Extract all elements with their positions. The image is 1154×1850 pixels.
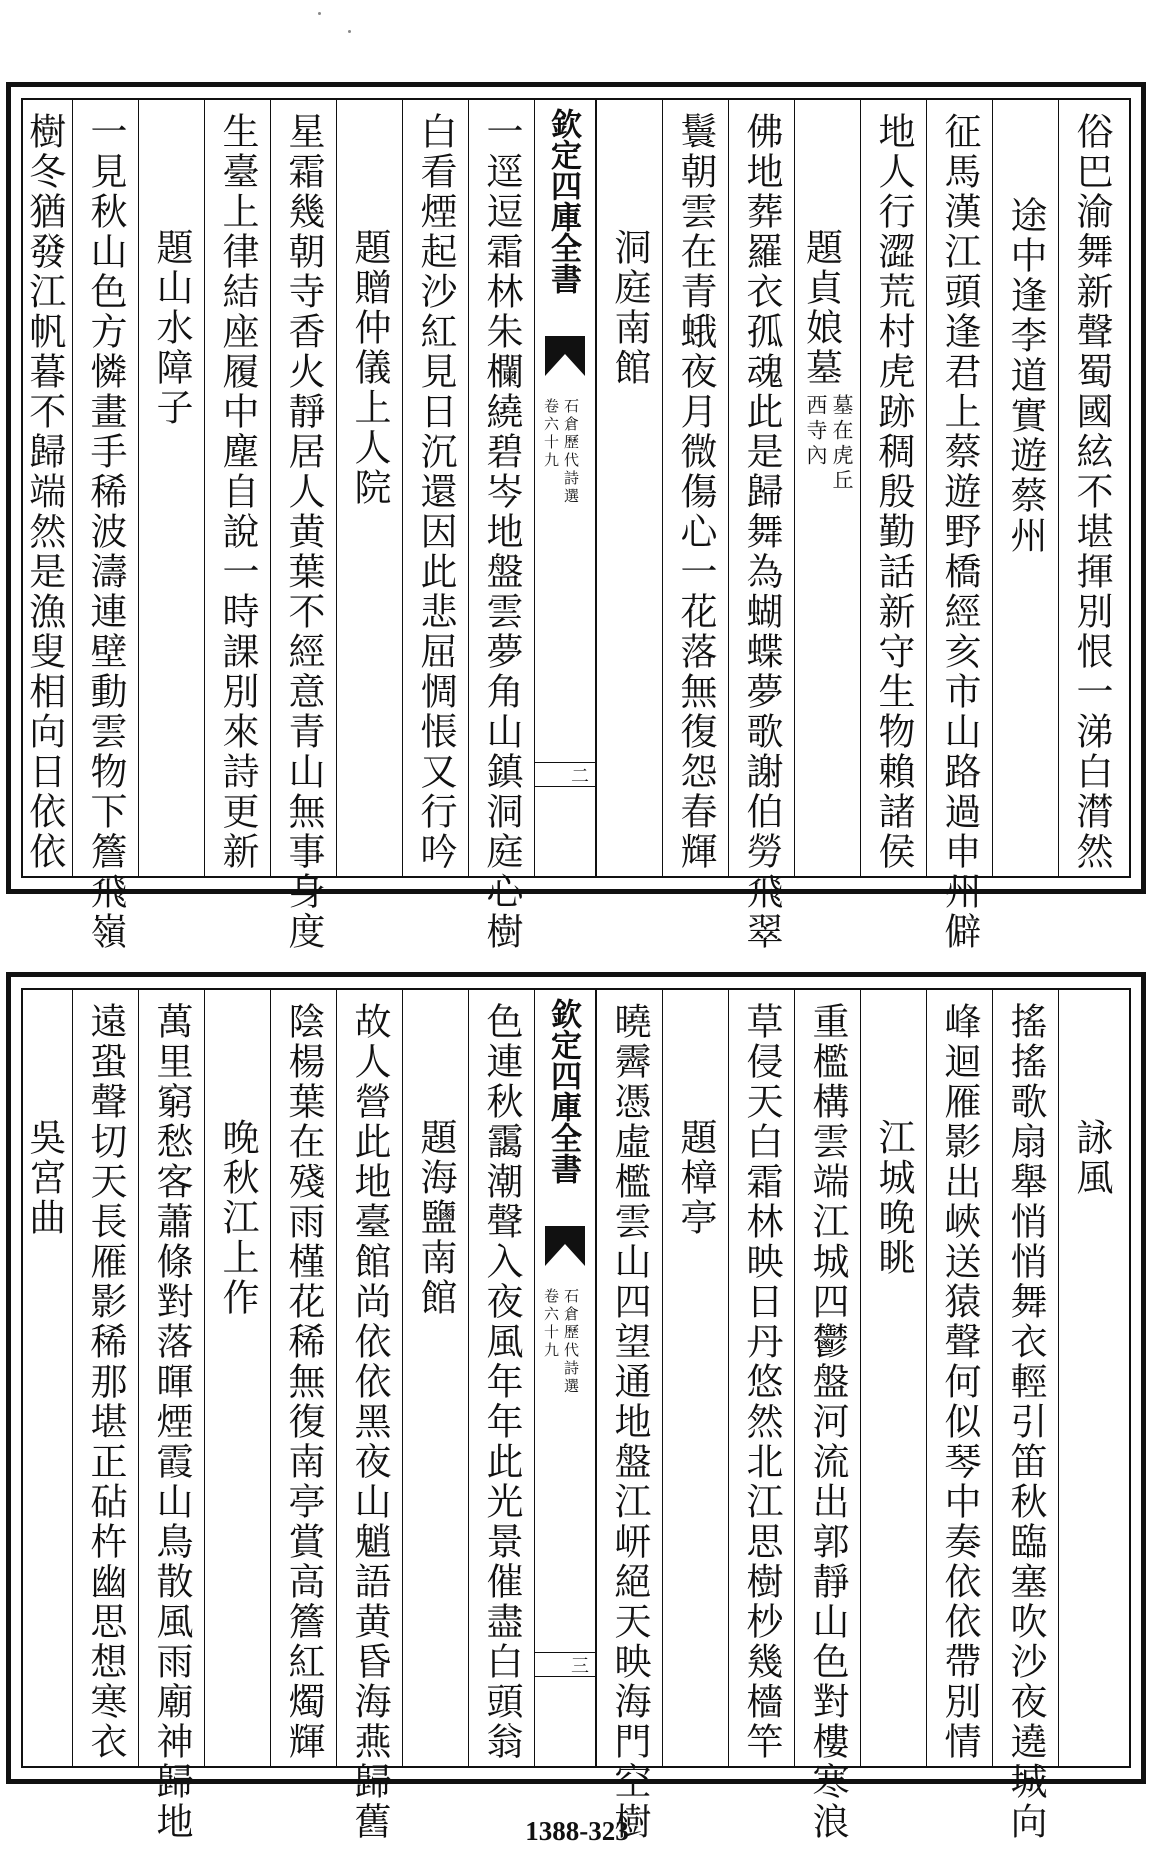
poem-title: 吳宮曲 bbox=[22, 1118, 66, 1238]
text-column bbox=[596, 990, 662, 1842]
text-column bbox=[662, 100, 728, 876]
text-column bbox=[468, 990, 534, 1766]
text-column bbox=[662, 990, 728, 1766]
text-column bbox=[204, 990, 270, 1766]
column-text: 萬里窮愁客蕭條對落暉煙霞山鳥散風雨廟神歸地 bbox=[150, 1002, 193, 1842]
text-column bbox=[926, 990, 992, 1766]
poem-title: 洞庭南館 bbox=[608, 228, 651, 388]
text-column bbox=[794, 100, 860, 876]
text-column bbox=[728, 990, 794, 1766]
fold-rule bbox=[535, 1652, 595, 1653]
text-column bbox=[402, 100, 468, 876]
poem-title: 題贈仲儀上人院 bbox=[348, 228, 391, 508]
text-column bbox=[138, 100, 204, 876]
center-fold bbox=[534, 100, 596, 876]
column-text: 一見秋山色方憐畫手稀波濤連壁動雲物下簷飛嶺 bbox=[84, 112, 127, 952]
page-number: 三 bbox=[568, 1656, 589, 1674]
column-text: 鬟朝雲在青蛾夜月微傷心一花落無復怨春輝 bbox=[674, 112, 717, 872]
text-column bbox=[926, 100, 992, 952]
column-text: 故人營此地臺館尚依依黑夜山魈語黄昏海燕歸舊 bbox=[348, 1002, 391, 1842]
text-column bbox=[6, 100, 72, 876]
column-text: 星霜幾朝寺香火靜居人黄葉不經意青山無事身度 bbox=[282, 112, 325, 952]
column-text: 樹冬猶發江帆暮不歸端然是漁叟相向日依依 bbox=[22, 112, 66, 872]
collection-title: 石倉歷代詩選 bbox=[562, 398, 580, 506]
page-top-frame bbox=[21, 98, 1131, 952]
text-column bbox=[1058, 100, 1124, 876]
title-note: 西寺內 bbox=[804, 394, 828, 469]
fold-rule bbox=[535, 762, 595, 763]
title-note: 墓在虎丘 bbox=[830, 394, 854, 494]
text-column bbox=[72, 100, 138, 952]
poem-title: 題樟亭 bbox=[674, 1118, 717, 1238]
column-text: 地人行澀荒村虎跡稠殷勤話新守生物賴諸侯 bbox=[872, 112, 915, 872]
poem-title: 題山水障子 bbox=[150, 228, 193, 428]
text-column bbox=[992, 100, 1058, 876]
poem-title: 途中逢李道實遊蔡州 bbox=[1004, 196, 1047, 556]
column-text: 俗巴渝舞新聲蜀國絃不堪揮別恨一涕白潸然 bbox=[1070, 112, 1113, 872]
column-text: 草侵天白霜林映日丹悠然北江思樹杪幾檣竿 bbox=[740, 1002, 783, 1762]
text-column bbox=[204, 100, 270, 876]
book-title: 欽定四庫全書 bbox=[545, 998, 581, 1184]
column-text: 色連秋靄潮聲入夜風年年此光景催盡白頭翁 bbox=[480, 1002, 523, 1762]
text-column bbox=[336, 990, 402, 1842]
column-text: 陰楊葉在殘雨槿花稀無復南亭賞高簷紅燭輝 bbox=[282, 1002, 325, 1762]
text-column bbox=[794, 990, 860, 1842]
poem-title: 晚秋江上作 bbox=[216, 1118, 259, 1318]
column-text: 重檻構雲端江城四鬱盤河流出郭靜山色對樓寒浪 bbox=[806, 1002, 849, 1842]
scan-speck bbox=[348, 30, 351, 33]
poem-title: 題海鹽南館 bbox=[414, 1118, 457, 1318]
page-top bbox=[6, 82, 1146, 952]
book-title: 欽定四庫全書 bbox=[545, 108, 581, 294]
poem-title: 詠風 bbox=[1070, 1118, 1113, 1198]
folio-number: 1388-323 bbox=[525, 1816, 629, 1846]
text-column bbox=[72, 990, 138, 1766]
text-column bbox=[336, 100, 402, 876]
text-column bbox=[1058, 990, 1124, 1766]
text-column bbox=[860, 100, 926, 876]
text-column bbox=[728, 100, 794, 952]
volume-number: 卷六十九 bbox=[542, 398, 560, 470]
text-column bbox=[270, 100, 336, 952]
volume-number: 卷六十九 bbox=[542, 1288, 560, 1360]
text-column bbox=[138, 990, 204, 1842]
page-number: 二 bbox=[568, 766, 589, 784]
text-column bbox=[468, 100, 534, 952]
poem-title: 江城晚眺 bbox=[872, 1118, 915, 1278]
fishtail-mark bbox=[545, 1226, 585, 1266]
column-text: 一逕逗霜林朱欄繞碧岑地盤雲夢角山鎮洞庭心樹 bbox=[480, 112, 523, 952]
column-text: 生臺上律結座履中塵自說一時課別來詩更新 bbox=[216, 112, 259, 872]
column-text: 曉霽憑虛檻雲山四望通地盤江岍絕天映海門空樹 bbox=[608, 1002, 651, 1842]
poem-title: 題貞娘墓 bbox=[799, 228, 843, 388]
column-text: 白看煙起沙紅見日沉還因此悲屈惆悵又行吟 bbox=[414, 112, 457, 872]
column-text: 峰迴雁影出峽送猿聲何似琴中奏依依帶別情 bbox=[938, 1002, 981, 1762]
text-column bbox=[596, 100, 662, 876]
text-column bbox=[992, 990, 1058, 1842]
column-text: 佛地葬羅衣孤魂此是歸舞為蝴蝶夢歌謝伯勞飛翠 bbox=[740, 112, 783, 952]
fold-rule bbox=[535, 1676, 595, 1677]
text-column bbox=[860, 990, 926, 1766]
column-text: 遠蛩聲切天長雁影稀那堪正砧杵幽思想寒衣 bbox=[84, 1002, 127, 1762]
text-column bbox=[6, 990, 72, 1766]
collection-title: 石倉歷代詩選 bbox=[562, 1288, 580, 1396]
text-column bbox=[270, 990, 336, 1766]
column-text: 征馬漢江頭逢君上蔡遊野橋經亥市山路過申州僻 bbox=[938, 112, 981, 952]
text-column bbox=[402, 990, 468, 1766]
center-fold bbox=[534, 990, 596, 1766]
fold-rule bbox=[535, 786, 595, 787]
scan-speck bbox=[318, 12, 321, 15]
fishtail-mark bbox=[545, 336, 585, 376]
column-text: 搖搖歌扇舉悄悄舞衣輕引笛秋臨塞吹沙夜遶城向 bbox=[1004, 1002, 1047, 1842]
